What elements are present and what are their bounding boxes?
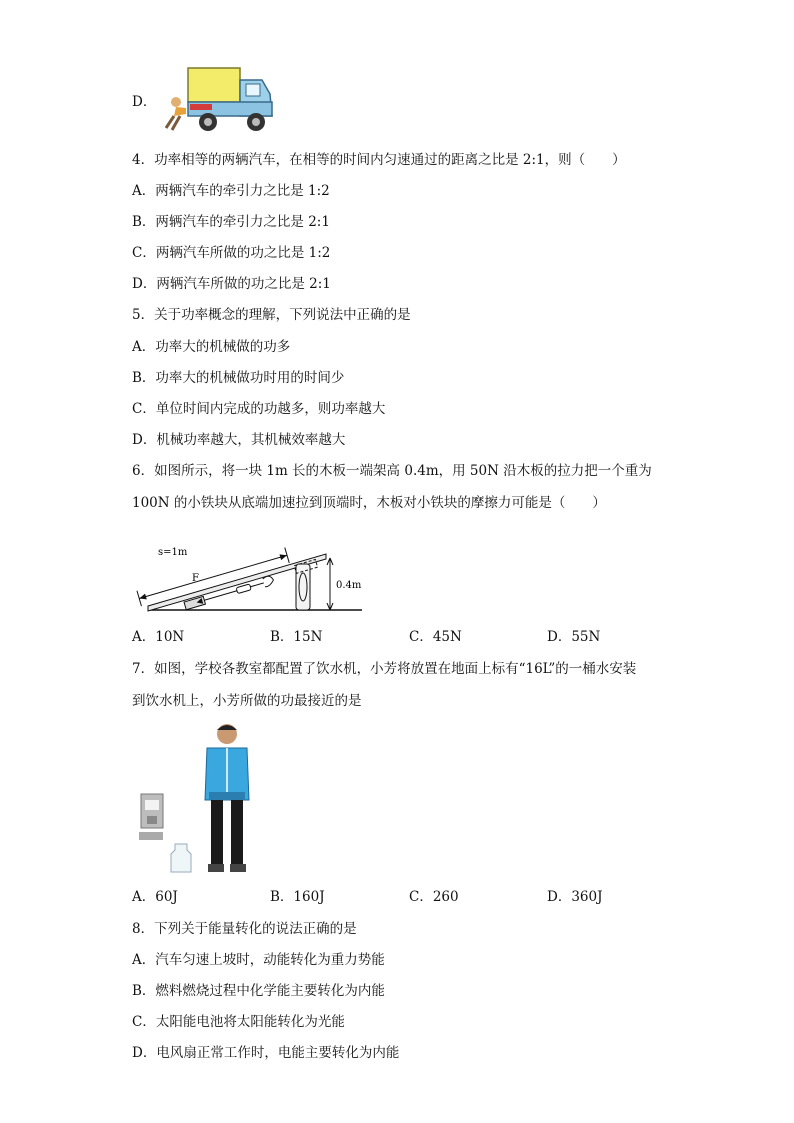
q4-option-d[interactable]: D．两辆汽车所做的功之比是 2:1 (132, 276, 331, 292)
q6-stem-line2: 100N 的小铁块从底端加速拉到顶端时，木板对小铁块的摩擦力可能是（ ） (132, 495, 606, 511)
q4-stem: 4．功率相等的两辆汽车，在相等的时间内匀速通过的距离之比是 2:1，则（ ） (132, 152, 626, 168)
q7-stem-line2: 到饮水机上，小芳所做的功最接近的是 (132, 693, 362, 709)
q3-option-d-label: D． (132, 94, 157, 110)
q5-option-d[interactable]: D．机械功率越大，其机械效率越大 (132, 432, 346, 448)
q4-option-c[interactable]: C．两辆汽车所做的功之比是 1:2 (132, 245, 331, 261)
truck-push-figure (158, 64, 280, 136)
q6-options (132, 628, 692, 646)
q7-option-a[interactable]: A．60J (132, 889, 178, 905)
water-dispenser-figure (135, 720, 275, 880)
incline-plane-figure (130, 536, 370, 616)
q5-option-a[interactable]: A．功率大的机械做的功多 (132, 339, 291, 355)
q7-option-c[interactable]: C．260 (409, 889, 459, 905)
q5-option-b[interactable]: B．功率大的机械做功时用的时间少 (132, 370, 345, 386)
q5-option-c[interactable]: C．单位时间内完成的功越多，则功率越大 (132, 401, 386, 417)
q6-stem-line1: 6．如图所示，将一块 1m 长的木板一端架高 0.4m，用 50N 沿木板的拉力把一个重为 (132, 463, 652, 479)
q6-option-a[interactable]: A．10N (132, 629, 185, 645)
q8-option-b[interactable]: B．燃料燃烧过程中化学能主要转化为内能 (132, 983, 385, 999)
q7-option-d[interactable]: D．360J (547, 889, 603, 905)
q7-option-b[interactable]: B．160J (270, 889, 325, 905)
q6-option-b[interactable]: B．15N (270, 629, 323, 645)
q6-option-c[interactable]: C．45N (409, 629, 462, 645)
q8-option-c[interactable]: C．太阳能电池将太阳能转化为光能 (132, 1014, 345, 1030)
q8-option-a[interactable]: A．汽车匀速上坡时，动能转化为重力势能 (132, 952, 385, 968)
q4-option-a[interactable]: A．两辆汽车的牵引力之比是 1:2 (132, 183, 330, 199)
q6-option-d[interactable]: D．55N (547, 629, 601, 645)
force-label: F (192, 573, 199, 584)
q8-stem: 8．下列关于能量转化的说法正确的是 (132, 921, 357, 937)
q7-options (132, 888, 692, 906)
q7-stem-line1: 7．如图，学校各教室都配置了饮水机，小芳将放置在地面上标有“16L”的一桶水安装 (132, 661, 637, 677)
q5-stem: 5．关于功率概念的理解，下列说法中正确的是 (132, 307, 411, 323)
length-label: s=1m (158, 547, 188, 558)
q8-option-d[interactable]: D．电风扇正常工作时，电能主要转化为内能 (132, 1045, 400, 1061)
height-label: 0.4m (336, 580, 362, 591)
q4-option-b[interactable]: B．两辆汽车的牵引力之比是 2:1 (132, 214, 330, 230)
